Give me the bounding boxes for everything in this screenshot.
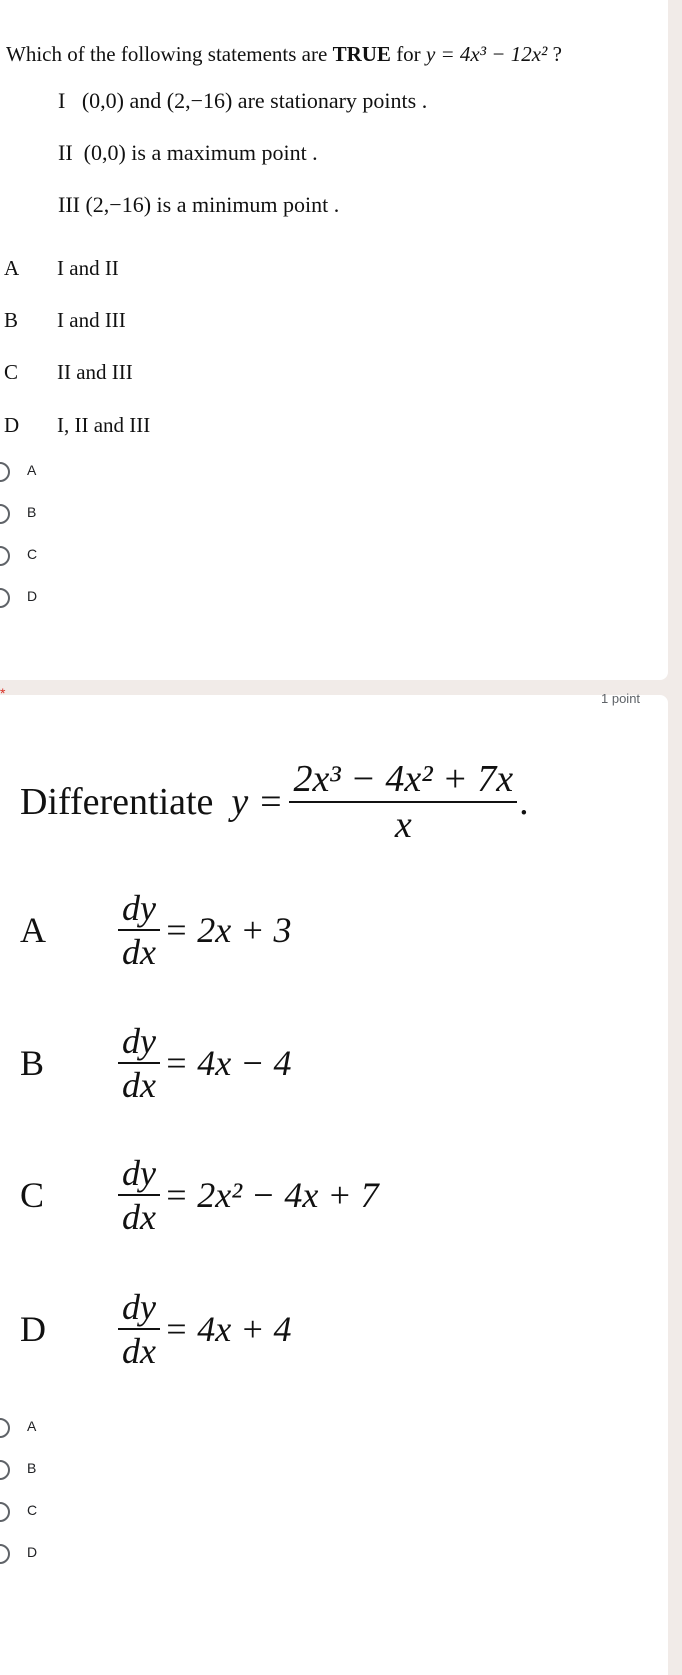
dydx-denominator: dx xyxy=(122,1197,156,1237)
radio-label: D xyxy=(27,1544,38,1560)
dydx-fraction xyxy=(118,887,160,973)
radio-label: B xyxy=(27,1460,37,1476)
question-1-prompt xyxy=(6,42,562,67)
points-label: 1 point xyxy=(601,691,641,706)
option-text-c: II and III xyxy=(57,360,133,384)
dydx-numerator: dy xyxy=(122,1021,156,1061)
radio-circle[interactable] xyxy=(0,1502,10,1522)
radio-circle[interactable] xyxy=(0,546,10,566)
dydx-fraction xyxy=(118,1286,160,1372)
question-2-prompt xyxy=(20,757,529,847)
option-letter: D xyxy=(20,1309,46,1349)
statement-1 xyxy=(58,88,427,114)
question-mark: ? xyxy=(552,42,562,66)
option-rhs: = 2x + 3 xyxy=(163,910,292,950)
radio-circle[interactable] xyxy=(0,588,10,608)
option-d xyxy=(20,1286,292,1372)
option-rhs: = 4x + 4 xyxy=(163,1309,292,1349)
option-text-a: I and II xyxy=(57,256,119,280)
question-card-1 xyxy=(0,0,668,680)
radio-circle[interactable] xyxy=(0,504,10,524)
statement-text: (2,−16) is a minimum point . xyxy=(85,192,340,217)
radio-option-b[interactable] xyxy=(0,504,200,528)
statement-3 xyxy=(58,192,339,218)
dydx-denominator: dx xyxy=(122,1331,156,1371)
radio-circle[interactable] xyxy=(0,1544,10,1564)
statement-2 xyxy=(58,140,318,166)
radio-option-c[interactable] xyxy=(0,1502,200,1526)
radio-option-c[interactable] xyxy=(0,546,200,570)
dydx-numerator: dy xyxy=(122,1153,156,1193)
fraction-numerator: 2x³ − 4x² + 7x xyxy=(293,758,514,800)
option-c xyxy=(20,1152,379,1238)
dydx-fraction xyxy=(118,1152,160,1238)
option-a xyxy=(20,887,292,973)
option-text-d: I, II and III xyxy=(57,413,151,437)
statement-number: I xyxy=(58,88,66,113)
radio-circle[interactable] xyxy=(0,1460,10,1480)
period: . xyxy=(519,781,529,823)
radio-label: B xyxy=(27,504,37,520)
statement-number: III xyxy=(58,192,80,217)
radio-circle[interactable] xyxy=(0,1418,10,1438)
radio-label: A xyxy=(27,462,37,478)
statement-number: II xyxy=(58,140,73,165)
prompt-emphasis: TRUE xyxy=(332,42,391,66)
statement-text: (0,0) is a maximum point . xyxy=(83,140,318,165)
radio-option-b[interactable] xyxy=(0,1460,200,1484)
radio-label: D xyxy=(27,588,38,604)
option-b xyxy=(20,1020,292,1106)
option-rhs: = 2x² − 4x + 7 xyxy=(163,1175,379,1215)
radio-option-a[interactable] xyxy=(0,1418,200,1442)
dydx-numerator: dy xyxy=(122,1287,156,1327)
dydx-numerator: dy xyxy=(122,888,156,928)
required-asterisk: * xyxy=(0,685,6,701)
dydx-denominator: dx xyxy=(122,1065,156,1105)
option-letter-d: D xyxy=(4,413,20,437)
radio-option-a[interactable] xyxy=(0,462,200,486)
option-letter: B xyxy=(20,1043,45,1083)
prompt-text-2: for xyxy=(396,42,421,66)
dydx-denominator: dx xyxy=(122,932,156,972)
y-equals: y = xyxy=(231,781,284,823)
option-rhs: = 4x − 4 xyxy=(163,1043,292,1083)
statement-text: (0,0) and (2,−16) are stationary points . xyxy=(81,88,428,113)
option-text-b: I and III xyxy=(57,308,126,332)
question-card-2 xyxy=(0,685,668,1675)
option-letter: C xyxy=(20,1175,45,1215)
option-letter-a: A xyxy=(4,256,20,280)
radio-label: C xyxy=(27,546,38,562)
option-letter-c: C xyxy=(4,360,19,384)
fraction xyxy=(289,757,517,847)
question-1-equation: y = 4x³ − 12x² xyxy=(425,42,548,66)
radio-circle[interactable] xyxy=(0,462,10,482)
prompt-text: Which of the following statements are xyxy=(6,42,328,66)
prompt-text: Differentiate xyxy=(20,781,214,823)
radio-label: A xyxy=(27,1418,37,1434)
option-letter: A xyxy=(20,910,46,950)
option-letter-b: B xyxy=(4,308,19,332)
radio-label: C xyxy=(27,1502,38,1518)
dydx-fraction xyxy=(118,1020,160,1106)
radio-option-d[interactable] xyxy=(0,1544,200,1568)
fraction-denominator: x xyxy=(394,804,412,846)
radio-option-d[interactable] xyxy=(0,588,200,612)
